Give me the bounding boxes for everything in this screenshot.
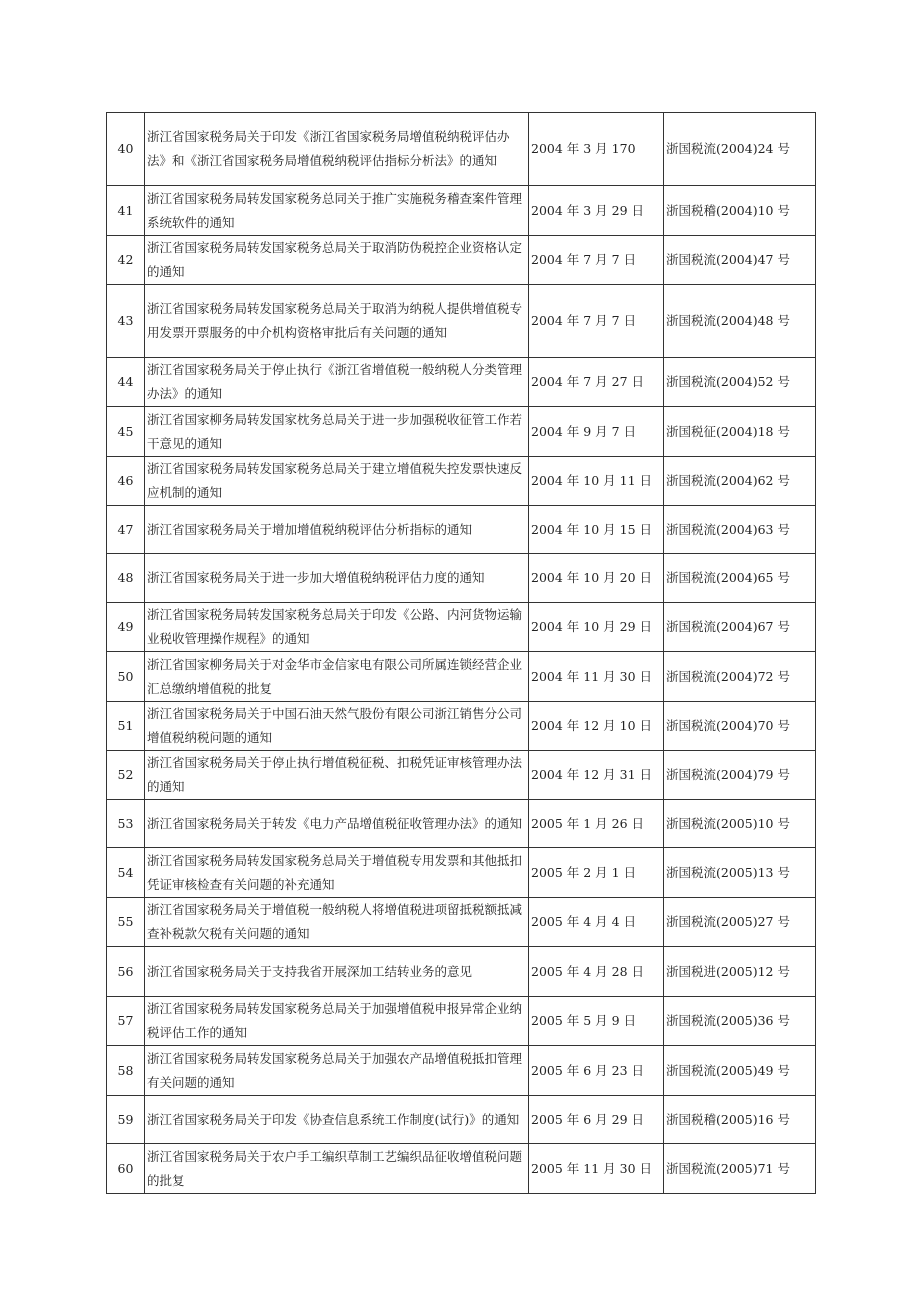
document-title: 浙江省国家税务局关于转发《电力产品增值税征收管理办法》的通知 [145, 800, 529, 848]
table-row [107, 358, 816, 407]
issue-date: 2005 年 4 月 4 日 [529, 898, 664, 947]
document-number: 浙国税进(2005)12 号 [664, 947, 816, 997]
issue-date: 2005 年 1 月 26 日 [529, 800, 664, 848]
issue-date: 2004 年 9 月 7 日 [529, 407, 664, 457]
table-row [107, 1046, 816, 1096]
issue-date: 2004 年 10 月 29 日 [529, 603, 664, 652]
regulation-table [106, 112, 816, 1194]
issue-date: 2004 年 12 月 10 日 [529, 702, 664, 751]
document-number: 浙国税流(2004)52 号 [664, 358, 816, 407]
issue-date: 2004 年 10 月 20 日 [529, 554, 664, 603]
document-number: 浙国税流(2004)48 号 [664, 285, 816, 358]
issue-date: 2004 年 3 月 29 日 [529, 186, 664, 236]
table-row [107, 113, 816, 186]
document-title: 浙江省国家税务局关于农户手工编织草制工艺编织品征收增值税问题的批复 [145, 1144, 529, 1194]
row-number: 52 [107, 751, 145, 800]
document-number: 浙国税流(2004)79 号 [664, 751, 816, 800]
table-row [107, 506, 816, 554]
row-number: 55 [107, 898, 145, 947]
document-title: 浙江省国家税务局关于增值税一般纳税人将增值税进项留抵税额抵减查补税款欠税有关问题的通知 [145, 898, 529, 947]
document-title: 浙江省国家税务局关于增加增值税纳税评估分析指标的通知 [145, 506, 529, 554]
document-title: 浙江省国家税务局关于进一步加大增值税纳税评估力度的通知 [145, 554, 529, 603]
document-title: 浙江省国家税务局转发国家税务总局关于印发《公路、内河货物运输业税收管理操作规程》的通知 [145, 603, 529, 652]
table-row [107, 554, 816, 603]
document-title: 浙江省国家税务局转发国家税务总局关于取消防伪税控企业资格认定的通知 [145, 236, 529, 285]
document-title: 浙江省国家税务局转发国家税务总同关于推广实施税务稽查案件管理系统软件的通知 [145, 186, 529, 236]
document-title: 浙江省国家税务局转发国家税务总局关于加强增值税申报异常企业纳税评估工作的通知 [145, 997, 529, 1046]
table-row [107, 236, 816, 285]
document-number: 浙国税流(2004)65 号 [664, 554, 816, 603]
issue-date: 2005 年 6 月 29 日 [529, 1096, 664, 1144]
issue-date: 2004 年 7 月 27 日 [529, 358, 664, 407]
document-title: 浙江省国家税务局转发国家税务总局关于增值税专用发票和其他抵扣凭证审核检查有关问题的补充通知 [145, 848, 529, 898]
issue-date: 2005 年 6 月 23 日 [529, 1046, 664, 1096]
document-number: 浙国税流(2004)70 号 [664, 702, 816, 751]
row-number: 42 [107, 236, 145, 285]
row-number: 47 [107, 506, 145, 554]
table-row [107, 898, 816, 947]
row-number: 43 [107, 285, 145, 358]
issue-date: 2004 年 10 月 15 日 [529, 506, 664, 554]
issue-date: 2004 年 10 月 11 日 [529, 457, 664, 506]
table-body [107, 113, 816, 1194]
document-title: 浙江省国家税务局关于印发《协查信息系统工作制度(试行)》的通知 [145, 1096, 529, 1144]
issue-date: 2004 年 7 月 7 日 [529, 236, 664, 285]
table-row [107, 652, 816, 702]
table-row [107, 407, 816, 457]
issue-date: 2004 年 3 月 170 [529, 113, 664, 186]
row-number: 46 [107, 457, 145, 506]
document-title: 浙江省国家税务局关于中国石油天然气股份有限公司浙江销售分公司增值税纳税问题的通知 [145, 702, 529, 751]
row-number: 41 [107, 186, 145, 236]
issue-date: 2004 年 12 月 31 日 [529, 751, 664, 800]
table-row [107, 1096, 816, 1144]
document-number: 浙国税流(2004)62 号 [664, 457, 816, 506]
document-number: 浙国税流(2004)72 号 [664, 652, 816, 702]
table-row [107, 603, 816, 652]
table-row [107, 702, 816, 751]
document-number: 浙国税流(2005)49 号 [664, 1046, 816, 1096]
document-number: 浙国税流(2005)27 号 [664, 898, 816, 947]
document-number: 浙国税稽(2005)16 号 [664, 1096, 816, 1144]
table-row [107, 285, 816, 358]
document-title: 浙江省国家柳务局关于对金华市金信家电有限公司所属连锁经营企业汇总缴纳增值税的批复 [145, 652, 529, 702]
table-row [107, 800, 816, 848]
table-row [107, 186, 816, 236]
document-number: 浙国税征(2004)18 号 [664, 407, 816, 457]
row-number: 58 [107, 1046, 145, 1096]
document-number: 浙国税流(2004)24 号 [664, 113, 816, 186]
row-number: 54 [107, 848, 145, 898]
row-number: 60 [107, 1144, 145, 1194]
document-title: 浙江省国家税务局转发国家税务总局关于建立增值税失控发票快速反应机制的通知 [145, 457, 529, 506]
table-row [107, 457, 816, 506]
row-number: 56 [107, 947, 145, 997]
row-number: 59 [107, 1096, 145, 1144]
issue-date: 2004 年 7 月 7 日 [529, 285, 664, 358]
row-number: 57 [107, 997, 145, 1046]
document-number: 浙国税流(2005)13 号 [664, 848, 816, 898]
row-number: 45 [107, 407, 145, 457]
document-title: 浙江省国家税务局关于停止执行《浙江省增值税一般纳税人分类管理办法》的通知 [145, 358, 529, 407]
row-number: 51 [107, 702, 145, 751]
issue-date: 2005 年 2 月 1 日 [529, 848, 664, 898]
row-number: 48 [107, 554, 145, 603]
issue-date: 2005 年 4 月 28 日 [529, 947, 664, 997]
table-row [107, 997, 816, 1046]
issue-date: 2005 年 11 月 30 日 [529, 1144, 664, 1194]
row-number: 53 [107, 800, 145, 848]
row-number: 44 [107, 358, 145, 407]
document-title: 浙江省国家税务局关于支持我省开展深加工结转业务的意见 [145, 947, 529, 997]
row-number: 49 [107, 603, 145, 652]
document-number: 浙国税流(2005)10 号 [664, 800, 816, 848]
document-title: 浙江省国家柳务局转发国家枕务总局关于进一步加强税收征管工作若干意见的通知 [145, 407, 529, 457]
document-title: 浙江省国家税务局关于印发《浙江省国家税务局增值税纳税评估办法》和《浙江省国家税务局增值税纳税评估指标分析法》的通知 [145, 113, 529, 186]
document-number: 浙国税流(2004)67 号 [664, 603, 816, 652]
table-row [107, 751, 816, 800]
row-number: 50 [107, 652, 145, 702]
document-number: 浙国税流(2005)71 号 [664, 1144, 816, 1194]
document-title: 浙江省国家税务局转发国家税务总局关于取消为纳税人提供增值税专用发票开票服务的中介机构资格审批后有关问题的通知 [145, 285, 529, 358]
document-number: 浙国税流(2005)36 号 [664, 997, 816, 1046]
document-title: 浙江省国家税务局关于停止执行增值税征税、扣税凭证审核管理办法的通知 [145, 751, 529, 800]
table-row [107, 848, 816, 898]
table-row [107, 1144, 816, 1194]
issue-date: 2004 年 11 月 30 日 [529, 652, 664, 702]
row-number: 40 [107, 113, 145, 186]
document-number: 浙国税流(2004)47 号 [664, 236, 816, 285]
document-number: 浙国税流(2004)63 号 [664, 506, 816, 554]
issue-date: 2005 年 5 月 9 日 [529, 997, 664, 1046]
document-title: 浙江省国家税务局转发国家税务总局关于加强农产品增值税抵扣管理有关问题的通知 [145, 1046, 529, 1096]
table-row [107, 947, 816, 997]
document-number: 浙国税稽(2004)10 号 [664, 186, 816, 236]
